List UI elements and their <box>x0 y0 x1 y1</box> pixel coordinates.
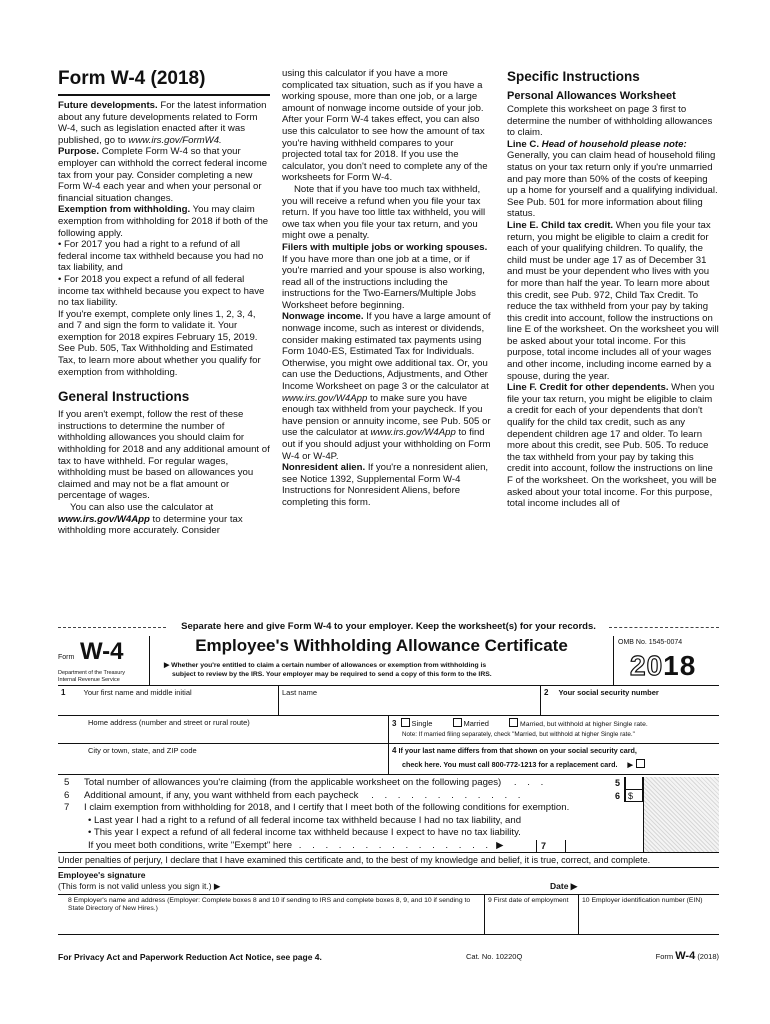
future-developments: Future developments. For the latest information about any future developments related to Form W-4, such as legislation enacted after it was published, go to www.irs.gov/FormW4. <box>58 100 267 146</box>
signature-field[interactable] <box>260 878 560 892</box>
employer-name-field[interactable]: 8 Employer's name and address (Employer: Complete boxes 8 and 10 if sending to IRS and complete boxes 8, 9, and 10 if sending to State Directory of New Hires.) <box>68 897 471 912</box>
date-field[interactable] <box>586 878 716 892</box>
separator-dash-right <box>609 627 719 628</box>
separator-dash-left <box>58 627 166 628</box>
purpose-paragraph: Purpose. Complete Form W-4 so that your employer can withhold the correct federal income tax from your pay. Consider completing a new Form W-4 each year and when your personal or financial situation changes. <box>58 146 268 204</box>
catalog-number: Cat. No. 10220Q <box>466 952 523 961</box>
specific-instructions-heading: Specific Instructions <box>507 69 640 84</box>
omb-number: OMB No. 1545-0074 <box>618 639 683 646</box>
tax-year: 2018 <box>630 650 697 681</box>
footer-form-id: Form W-4 (2018) <box>655 950 719 962</box>
title-block <box>150 636 613 686</box>
home-address-field[interactable]: Home address (number and street or rural route) <box>88 718 250 727</box>
general-instructions-heading: General Instructions <box>58 389 190 405</box>
city-field[interactable]: City or town, state, and ZIP code <box>88 746 197 755</box>
worksheet-paragraph: Complete this worksheet on page 3 first to determine the number of withholding allowances to claim. <box>507 104 713 139</box>
signature-label: Employee's signature <box>58 870 146 880</box>
certificate-header <box>58 636 719 686</box>
line-7: 7 I claim exemption from withholding for 2018, and I certify that I meet both of the following conditions for exemption. <box>64 802 570 813</box>
year-block <box>613 636 719 686</box>
city-row <box>58 744 719 775</box>
certificate-title: Employee's Withholding Allowance Certificate <box>195 636 568 655</box>
form-name: W-4 <box>80 638 124 665</box>
line-7-bullet-2: • This year I expect a refund of all federal income tax withheld because I expect to have no tax liability. <box>88 827 521 838</box>
instructions-column-2 <box>282 68 494 509</box>
calculator-paragraph: You can also use the calculator at www.irs.gov/W4App to determine your tax withholding more accurately. Consider <box>58 502 243 537</box>
certificate-subtitle: ▶ Whether you're entitled to claim a certain number of allowances or exemption from withholding is subject to review by the IRS. Your employer may be required to send a copy of this form to the IRS. <box>164 662 492 678</box>
page-footer <box>58 952 719 962</box>
form-label: Form <box>58 654 75 661</box>
department-label: Department of the Treasury Internal Revenue Service <box>58 670 125 683</box>
single-label: Single <box>411 719 433 728</box>
name-differs-group: 4 If your last name differs from that shown on your social security card, check here. You must call 800-772-1213 for a replacement card. ▶ <box>388 744 719 774</box>
line-7-bullet-1: • Last year I had a right to a refund of all federal income tax withheld because I had no tax liability, and <box>88 814 522 826</box>
married-checkbox[interactable] <box>453 718 462 727</box>
line-e-paragraph: Line E. Child tax credit. When you file your tax return, you might be eligible to claim a credit for each of your qualifying children. To qualify, the child must be under age 17 as of December 31 and must be your dependent who lives with you for more than half the year. To learn more about this credit, see Pub. 972, Child Tax Credit. To reduce the tax withheld from your pay by taking this credit into account, follow the instructions on line E of the worksheet. On the worksheet you will be asked about your total income. For this purpose, total income includes all of your wages and other income, including income earned by a spouse, during the year. <box>507 219 719 382</box>
name-differs-checkbox[interactable] <box>636 759 645 768</box>
allowances-input[interactable] <box>625 777 643 790</box>
nonresident-paragraph: Nonresident alien. If you're a nonresident alien, see Notice 1392, Supplemental Form W-4 Instructions for Nonresident Aliens, before completing this form. <box>282 462 489 508</box>
instructions-column-1 <box>58 68 270 537</box>
line-f-paragraph: Line F. Credit for other dependents. When you file your tax return, you might be eligible to claim a credit for each of your dependents that don't qualify for the child tax credit, such as any dependent children age 17 and older. To learn more about this credit, see Pub. 505. To reduce the tax withheld from your pay by taking this credit into account, follow the instructions on line F of the worksheet. On the worksheet, you will be asked about your total income. For this purpose, total income includes all of <box>507 382 717 510</box>
form-id-block <box>58 636 150 686</box>
signature-note: (This form is not valid unless you sign it.) ▶ <box>58 881 221 891</box>
single-checkbox[interactable] <box>401 718 410 727</box>
name-row <box>58 686 719 716</box>
line-7-exempt: If you meet both conditions, write "Exempt" here . . . . . . . . . . . . . . . ▶ 7 <box>58 840 719 853</box>
exemption-paragraph: Exemption from withholding. You may claim exemption from withholding for 2018 if both of the following apply. <box>58 204 269 239</box>
ssn-field[interactable]: 2 Your social security number <box>540 686 719 715</box>
calculator-continued: using this calculator if you have a more complicated tax situation, such as if you have a working spouse, more than one job, or a large amount of nonwage income outside of your job. After your Form W-4 takes effect, you can also use this calculator to see how the amount of tax you're having withheld compares to your projected total tax for 2018. If you use the calculator, you don't need to complete any of the worksheets for Form W-4. <box>282 68 488 184</box>
line4-check-text: check here. You must call 800-772-1213 for a replacement card. <box>402 760 618 769</box>
married-higher-checkbox[interactable] <box>509 718 518 727</box>
exemption-bullet-1: • For 2017 you had a right to a refund of all federal income tax withheld because you had no tax liability, and <box>58 239 264 274</box>
employer-row <box>58 895 719 935</box>
refund-note: Note that if you have too much tax withheld, you will receive a refund when you file your tax return. If you have too little tax withheld, you will owe tax when you file your tax return, and you might owe a penalty. <box>282 183 486 242</box>
filing-note: Note: If married filing separately, check "Married, but withhold at higher Single rate." <box>402 731 635 738</box>
exempt-paragraph: If you're exempt, complete only lines 1, 2, 3, 4, and 7 and sign the form to validate it. Your exemption for 2018 expires February 15, 2019. See Pub. 505, Tax Withholding and Estimated Tax, to learn more about whether you qualify for exemption from withholding. <box>58 308 261 378</box>
last-name-field[interactable]: Last name <box>278 686 540 715</box>
instructions-column-3 <box>507 68 719 510</box>
date-label: Date ▶ <box>550 881 578 891</box>
separate-here-line <box>58 620 719 634</box>
ein-field[interactable]: 10 Employer identification number (EIN) <box>578 895 719 934</box>
exempt-input[interactable]: 7 <box>536 840 566 853</box>
address-row <box>58 716 719 744</box>
general-paragraph: If you aren't exempt, follow the rest of these instructions to determine the number of withholding allowances you should claim for withholding for 2018 and any additional amount of tax to have withheld. For regular wages, withholding must be based on allowances you claimed and may not be a flat amount or percentage of wages. <box>58 409 270 502</box>
form-title: Form W-4 (2018) <box>58 68 270 96</box>
line-6: 6 Additional amount, if any, you want withheld from each paycheck . . . . . . . . . . . . 6 $ <box>58 790 719 803</box>
separator-text: Separate here and give Form W-4 to your employer. Keep the worksheet(s) for your records. <box>181 621 596 632</box>
filing-status-group: 3 Single Married Married, but withhold at higher Single rate. Note: If married filing separately, check "Married, but withhold at higher Single rate." <box>388 716 719 743</box>
married-label: Married <box>463 719 489 728</box>
first-date-field[interactable]: 9 First date of employment <box>484 895 578 934</box>
allowance-lines <box>58 777 719 852</box>
line-5: 5 Total number of allowances you're claiming (from the applicable worksheet on the following pages) . . . 5 <box>58 777 719 790</box>
nonwage-paragraph: Nonwage income. If you have a large amount of nonwage income, such as interest or dividends, consider making estimated tax payments using Form 1040-ES, Estimated Tax for Individuals. Otherwise, you might owe additional tax. Or, you can use the Deductions, Adjustments, and Other Income Worksheet on page 3 or the calculator at www.irs.gov/W4App to make sure you have enough tax withheld from your paycheck. If you have pension or annuity income, see Pub. 505 or use the calculator at www.irs.gov/W4App to find out if you should adjust your withholding on Form W-4 or W-4P. <box>282 311 491 462</box>
privacy-notice: For Privacy Act and Paperwork Reduction Act Notice, see page 4. <box>58 952 322 962</box>
line-c-paragraph: Line C. Head of household please note: Generally, you can claim head of household filing status on your tax return only if you're unmarried and pay more than 50% of the costs of keeping up a home for yourself and a qualifying individual. See Pub. 501 for more information about filing status. <box>507 138 718 220</box>
married-higher-label: Married, but withhold at higher Single rate. <box>520 721 648 728</box>
additional-amount-input[interactable]: $ <box>625 790 643 803</box>
exemption-bullet-2: • For 2018 you expect a refund of all federal income tax withheld because you expect to have no tax liability. <box>58 273 265 309</box>
signature-row <box>58 868 719 895</box>
first-name-field[interactable]: 1 Your first name and middle initial <box>61 688 192 697</box>
withholding-certificate <box>58 636 719 935</box>
line4-text: If your last name differs from that shown on your social security card, <box>398 746 637 755</box>
personal-allowances-heading: Personal Allowances Worksheet <box>507 90 676 102</box>
multiple-jobs-paragraph: Filers with multiple jobs or working spouses. If you have more than one job at a time, or if you're married and your spouse is also working, read all of the instructions including the instructions for the Two-Earners/Multiple Jobs Worksheet before beginning. <box>282 241 488 311</box>
perjury-statement: Under penalties of perjury, I declare that I have examined this certificate and, to the best of my knowledge and belief, it is true, correct, and complete. <box>58 852 719 868</box>
